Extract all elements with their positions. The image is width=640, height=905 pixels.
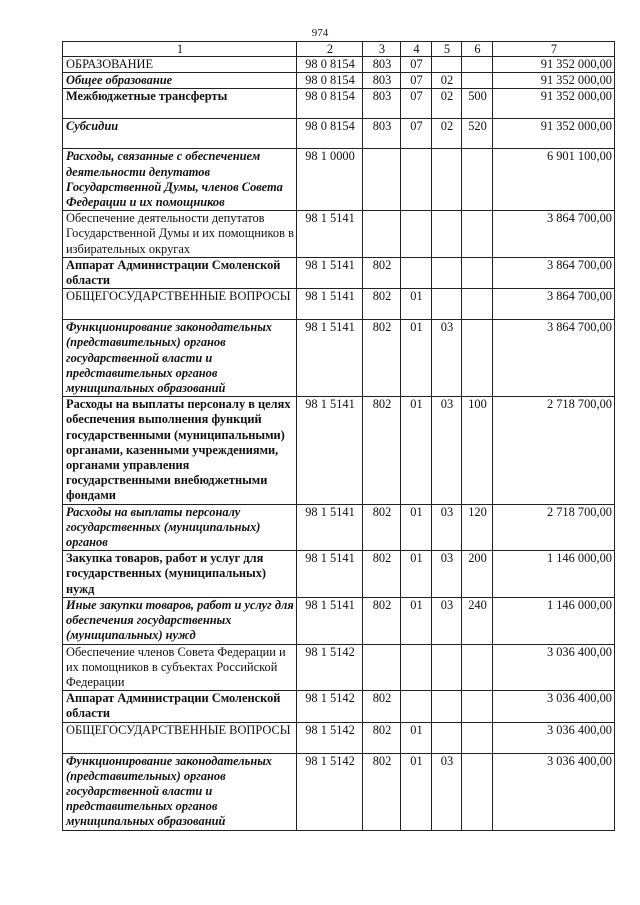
- ministry-code-cell: 803: [363, 73, 401, 89]
- column-number: 1: [63, 42, 297, 57]
- section-code-cell: 07: [401, 89, 432, 119]
- section-code-cell: 01: [401, 753, 432, 830]
- subsection-code-cell: [432, 211, 462, 258]
- ministry-code-cell: 802: [363, 691, 401, 722]
- expense-name-cell: Аппарат Администрации Смоленской области: [63, 257, 297, 288]
- subsection-code-cell: 03: [432, 753, 462, 830]
- section-code-cell: 01: [401, 597, 432, 644]
- expense-name-cell: Закупка товаров, работ и услуг для государственных (муниципальных) нужд: [63, 551, 297, 598]
- target-article-cell: 98 1 5142: [297, 753, 363, 830]
- expense-name-cell: Иные закупки товаров, работ и услуг для обеспечения государственных (муниципальных) нужд: [63, 597, 297, 644]
- amount-cell: 2 718 700,00: [493, 504, 615, 551]
- target-article-cell: 98 1 5141: [297, 551, 363, 598]
- ministry-code-cell: 802: [363, 597, 401, 644]
- table-body: [63, 57, 615, 831]
- amount-cell: 1 146 000,00: [493, 551, 615, 598]
- target-article-cell: 98 1 0000: [297, 149, 363, 211]
- target-article-cell: 98 1 5141: [297, 597, 363, 644]
- column-number: 6: [462, 42, 493, 57]
- table-row: [63, 644, 615, 691]
- target-article-cell: 98 0 8154: [297, 73, 363, 89]
- subsection-code-cell: 03: [432, 397, 462, 504]
- section-code-cell: 01: [401, 722, 432, 753]
- subsection-code-cell: 03: [432, 504, 462, 551]
- subsection-code-cell: 02: [432, 119, 462, 149]
- table-row: [63, 597, 615, 644]
- subsection-code-cell: [432, 289, 462, 320]
- section-code-cell: [401, 149, 432, 211]
- column-number: 7: [493, 42, 615, 57]
- table-row: [63, 397, 615, 504]
- amount-cell: 91 352 000,00: [493, 57, 615, 73]
- column-number: 5: [432, 42, 462, 57]
- target-article-cell: 98 1 5141: [297, 211, 363, 258]
- section-code-cell: [401, 257, 432, 288]
- expense-name-cell: Общее образование: [63, 73, 297, 89]
- table-row: [63, 691, 615, 722]
- expense-name-cell: Расходы на выплаты персоналу государственных (муниципальных) органов: [63, 504, 297, 551]
- section-code-cell: 01: [401, 504, 432, 551]
- expense-name-cell: ОБЩЕГОСУДАРСТВЕННЫЕ ВОПРОСЫ: [63, 289, 297, 320]
- expense-name-cell: ОБРАЗОВАНИЕ: [63, 57, 297, 73]
- section-code-cell: 07: [401, 57, 432, 73]
- table-row: [63, 211, 615, 258]
- expense-type-cell: [462, 691, 493, 722]
- table-row: [63, 289, 615, 320]
- table-row: [63, 149, 615, 211]
- ministry-code-cell: 803: [363, 89, 401, 119]
- expense-type-cell: [462, 257, 493, 288]
- amount-cell: 1 146 000,00: [493, 597, 615, 644]
- amount-cell: 3 036 400,00: [493, 722, 615, 753]
- subsection-code-cell: 02: [432, 73, 462, 89]
- table-row: [63, 257, 615, 288]
- expense-type-cell: 200: [462, 551, 493, 598]
- amount-cell: 3 864 700,00: [493, 257, 615, 288]
- table-row: [63, 504, 615, 551]
- subsection-code-cell: 03: [432, 320, 462, 397]
- amount-cell: 3 036 400,00: [493, 644, 615, 691]
- ministry-code-cell: [363, 149, 401, 211]
- table-row: [63, 73, 615, 89]
- expense-type-cell: [462, 73, 493, 89]
- expense-name-cell: Обеспечение членов Совета Федерации и их помощников в субъектах Российской Федерации: [63, 644, 297, 691]
- subsection-code-cell: [432, 57, 462, 73]
- subsection-code-cell: 02: [432, 89, 462, 119]
- subsection-code-cell: [432, 691, 462, 722]
- target-article-cell: 98 1 5142: [297, 722, 363, 753]
- ministry-code-cell: 802: [363, 551, 401, 598]
- target-article-cell: 98 1 5141: [297, 397, 363, 504]
- amount-cell: 91 352 000,00: [493, 119, 615, 149]
- subsection-code-cell: [432, 257, 462, 288]
- expense-name-cell: Субсидии: [63, 119, 297, 149]
- table-row: [63, 57, 615, 73]
- expense-type-cell: 520: [462, 119, 493, 149]
- subsection-code-cell: [432, 149, 462, 211]
- section-code-cell: 07: [401, 119, 432, 149]
- ministry-code-cell: [363, 644, 401, 691]
- table-row: [63, 722, 615, 753]
- ministry-code-cell: 803: [363, 119, 401, 149]
- expense-name-cell: Межбюджетные трансферты: [63, 89, 297, 119]
- amount-cell: 3 864 700,00: [493, 211, 615, 258]
- expense-type-cell: [462, 289, 493, 320]
- target-article-cell: 98 1 5142: [297, 644, 363, 691]
- ministry-code-cell: 802: [363, 753, 401, 830]
- amount-cell: 6 901 100,00: [493, 149, 615, 211]
- expense-name-cell: Функционирование законодательных (представительных) органов государственной власти и представительных органов муниципальных образований: [63, 320, 297, 397]
- expense-type-cell: [462, 211, 493, 258]
- amount-cell: 2 718 700,00: [493, 397, 615, 504]
- subsection-code-cell: 03: [432, 597, 462, 644]
- amount-cell: 91 352 000,00: [493, 73, 615, 89]
- target-article-cell: 98 0 8154: [297, 57, 363, 73]
- ministry-code-cell: [363, 211, 401, 258]
- expense-type-cell: [462, 644, 493, 691]
- amount-cell: 3 864 700,00: [493, 320, 615, 397]
- table-row: [63, 753, 615, 830]
- target-article-cell: 98 1 5142: [297, 691, 363, 722]
- expense-name-cell: Аппарат Администрации Смоленской области: [63, 691, 297, 722]
- section-code-cell: 01: [401, 320, 432, 397]
- amount-cell: 3 036 400,00: [493, 691, 615, 722]
- ministry-code-cell: 803: [363, 57, 401, 73]
- table-row: [63, 551, 615, 598]
- column-number: 2: [297, 42, 363, 57]
- section-code-cell: [401, 644, 432, 691]
- table-row: [63, 89, 615, 119]
- expense-type-cell: 500: [462, 89, 493, 119]
- ministry-code-cell: 802: [363, 397, 401, 504]
- expense-name-cell: Расходы на выплаты персоналу в целях обеспечения выполнения функций государственными (муниципальными) органами, казенными учреждениями, органами управления государственными внебюджетными фондами: [63, 397, 297, 504]
- budget-table: [62, 41, 615, 831]
- expense-type-cell: [462, 753, 493, 830]
- amount-cell: 3 864 700,00: [493, 289, 615, 320]
- ministry-code-cell: 802: [363, 320, 401, 397]
- amount-cell: 91 352 000,00: [493, 89, 615, 119]
- section-code-cell: [401, 691, 432, 722]
- section-code-cell: 01: [401, 289, 432, 320]
- expense-type-cell: 100: [462, 397, 493, 504]
- section-code-cell: [401, 211, 432, 258]
- table-row: [63, 320, 615, 397]
- expense-name-cell: ОБЩЕГОСУДАРСТВЕННЫЕ ВОПРОСЫ: [63, 722, 297, 753]
- target-article-cell: 98 1 5141: [297, 257, 363, 288]
- table-row: [63, 119, 615, 149]
- column-numbers-row: [63, 42, 615, 57]
- expense-type-cell: [462, 57, 493, 73]
- expense-name-cell: Функционирование законодательных (представительных) органов государственной власти и представительных органов муниципальных образований: [63, 753, 297, 830]
- subsection-code-cell: 03: [432, 551, 462, 598]
- page-number: 974: [311, 27, 329, 39]
- expense-type-cell: [462, 149, 493, 211]
- ministry-code-cell: 802: [363, 722, 401, 753]
- section-code-cell: 01: [401, 551, 432, 598]
- column-number: 4: [401, 42, 432, 57]
- expense-name-cell: Расходы, связанные с обеспечением деятельности депутатов Государственной Думы, членов Совета Федерации и их помощников: [63, 149, 297, 211]
- column-number: 3: [363, 42, 401, 57]
- section-code-cell: 07: [401, 73, 432, 89]
- target-article-cell: 98 0 8154: [297, 89, 363, 119]
- target-article-cell: 98 1 5141: [297, 504, 363, 551]
- ministry-code-cell: 802: [363, 504, 401, 551]
- target-article-cell: 98 1 5141: [297, 320, 363, 397]
- ministry-code-cell: 802: [363, 289, 401, 320]
- amount-cell: 3 036 400,00: [493, 753, 615, 830]
- subsection-code-cell: [432, 722, 462, 753]
- expense-type-cell: 120: [462, 504, 493, 551]
- target-article-cell: 98 0 8154: [297, 119, 363, 149]
- ministry-code-cell: 802: [363, 257, 401, 288]
- expense-type-cell: [462, 320, 493, 397]
- expense-name-cell: Обеспечение деятельности депутатов Государственной Думы и их помощников в избирательных округах: [63, 211, 297, 258]
- expense-type-cell: [462, 722, 493, 753]
- section-code-cell: 01: [401, 397, 432, 504]
- target-article-cell: 98 1 5141: [297, 289, 363, 320]
- expense-type-cell: 240: [462, 597, 493, 644]
- subsection-code-cell: [432, 644, 462, 691]
